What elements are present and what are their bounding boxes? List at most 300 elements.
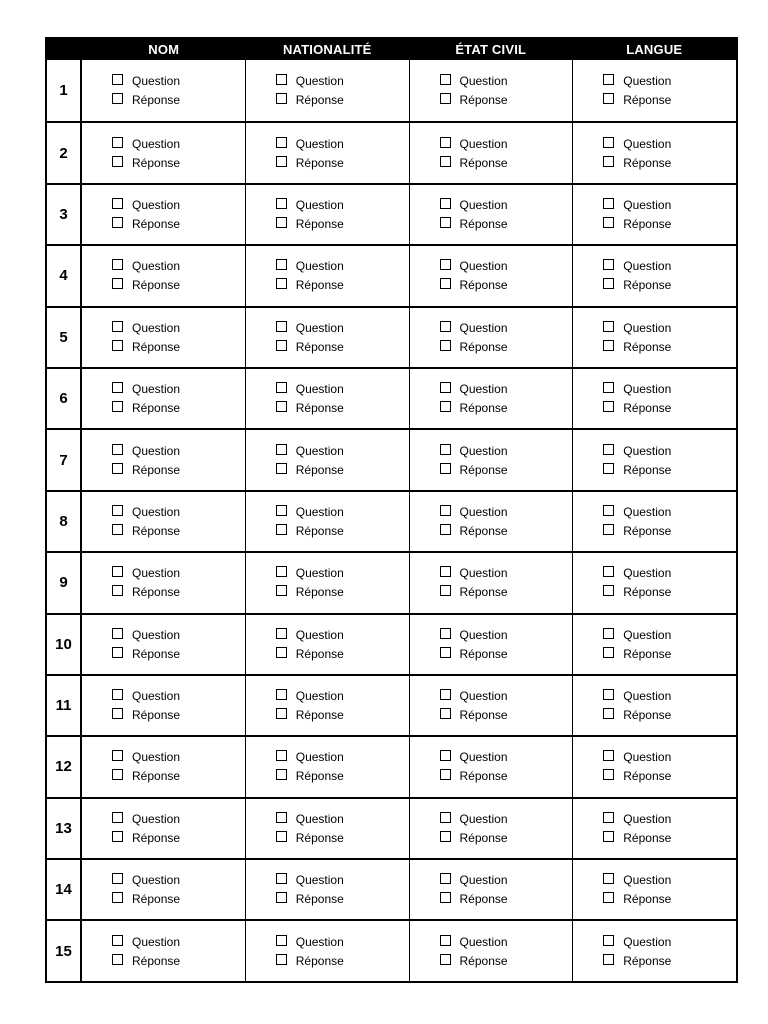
reponse-checkbox[interactable] [276,647,287,658]
question-option[interactable] [112,320,245,336]
question-option[interactable] [603,565,736,581]
reponse-option[interactable] [603,155,736,171]
question-option[interactable] [603,688,736,704]
reponse-checkbox[interactable] [603,156,614,167]
question-checkbox[interactable] [440,321,451,332]
question-checkbox[interactable] [112,382,123,393]
question-checkbox[interactable] [276,259,287,270]
reponse-option[interactable] [112,891,245,907]
row-number: 6 [47,369,82,428]
reponse-checkbox[interactable] [603,93,614,104]
reponse-checkbox[interactable] [440,708,451,719]
question-checkbox[interactable] [603,628,614,639]
reponse-option[interactable] [603,830,736,846]
reponse-checkbox[interactable] [440,892,451,903]
reponse-option[interactable] [112,646,245,662]
cell-nom [82,430,246,489]
reponse-option[interactable] [276,92,409,108]
reponse-option[interactable] [112,523,245,539]
reponse-checkbox[interactable] [112,524,123,535]
reponse-checkbox[interactable] [276,585,287,596]
cell-nom [82,737,246,796]
reponse-option[interactable] [112,707,245,723]
question-option[interactable] [112,197,245,213]
cell-etat-civil [410,369,574,428]
question-checkbox[interactable] [440,689,451,700]
question-label: Question [295,443,344,458]
question-label: Question [459,197,508,212]
reponse-checkbox[interactable] [603,769,614,780]
reponse-option[interactable] [603,768,736,784]
reponse-label: Réponse [623,155,672,170]
reponse-checkbox[interactable] [440,585,451,596]
reponse-checkbox[interactable] [440,524,451,535]
question-option[interactable] [603,934,736,950]
reponse-option[interactable] [276,339,409,355]
reponse-option[interactable] [603,584,736,600]
row-number: 11 [47,676,82,735]
cell-nom [82,676,246,735]
reponse-option[interactable] [276,462,409,478]
reponse-checkbox[interactable] [603,647,614,658]
reponse-checkbox[interactable] [112,647,123,658]
question-label: Question [132,443,181,458]
reponse-checkbox[interactable] [112,831,123,842]
reponse-checkbox[interactable] [112,708,123,719]
question-option[interactable] [603,749,736,765]
question-option[interactable] [276,627,409,643]
reponse-checkbox[interactable] [112,217,123,228]
question-checkbox[interactable] [603,566,614,577]
question-option[interactable] [440,136,573,152]
reponse-option[interactable] [276,830,409,846]
question-checkbox[interactable] [603,137,614,148]
question-label: Question [459,504,508,519]
reponse-option[interactable] [440,155,573,171]
question-option[interactable] [276,872,409,888]
reponse-checkbox[interactable] [440,647,451,658]
question-option[interactable] [276,565,409,581]
cell-etat-civil [410,185,574,244]
reponse-option[interactable] [440,277,573,293]
reponse-option[interactable] [603,891,736,907]
reponse-checkbox[interactable] [276,463,287,474]
reponse-option[interactable] [440,891,573,907]
question-checkbox[interactable] [603,750,614,761]
question-option[interactable] [440,934,573,950]
reponse-label: Réponse [132,462,181,477]
reponse-option[interactable] [440,523,573,539]
reponse-checkbox[interactable] [440,93,451,104]
question-option[interactable] [603,627,736,643]
question-label: Question [132,197,181,212]
question-option[interactable] [112,749,245,765]
reponse-checkbox[interactable] [112,769,123,780]
reponse-option[interactable] [603,462,736,478]
reponse-label: Réponse [623,892,672,907]
reponse-option[interactable] [276,523,409,539]
reponse-option[interactable] [603,646,736,662]
question-option[interactable] [112,627,245,643]
question-checkbox[interactable] [276,382,287,393]
question-label: Question [132,74,181,89]
reponse-checkbox[interactable] [276,769,287,780]
reponse-checkbox[interactable] [276,831,287,842]
reponse-checkbox[interactable] [276,708,287,719]
reponse-checkbox[interactable] [440,463,451,474]
reponse-option[interactable] [603,400,736,416]
reponse-option[interactable] [276,891,409,907]
question-checkbox[interactable] [440,74,451,85]
reponse-option[interactable] [440,830,573,846]
question-checkbox[interactable] [276,750,287,761]
question-checkbox[interactable] [276,628,287,639]
reponse-option[interactable] [276,707,409,723]
question-option[interactable] [112,443,245,459]
reponse-checkbox[interactable] [440,340,451,351]
reponse-option[interactable] [603,216,736,232]
reponse-option[interactable] [112,400,245,416]
question-checkbox[interactable] [112,321,123,332]
question-checkbox[interactable] [603,259,614,270]
question-option[interactable] [440,504,573,520]
reponse-checkbox[interactable] [603,708,614,719]
reponse-option[interactable] [112,584,245,600]
reponse-label: Réponse [459,462,508,477]
question-checkbox[interactable] [603,812,614,823]
reponse-label: Réponse [459,339,508,354]
question-option[interactable] [276,197,409,213]
question-checkbox[interactable] [112,259,123,270]
row-number: 4 [47,246,82,305]
question-checkbox[interactable] [440,628,451,639]
question-option[interactable] [112,258,245,274]
question-checkbox[interactable] [276,137,287,148]
question-checkbox[interactable] [603,444,614,455]
question-checkbox[interactable] [276,935,287,946]
table-row [47,490,736,551]
question-checkbox[interactable] [440,935,451,946]
reponse-option[interactable] [603,277,736,293]
question-option[interactable] [276,73,409,89]
reponse-option[interactable] [276,277,409,293]
reponse-checkbox[interactable] [276,217,287,228]
reponse-option[interactable] [440,462,573,478]
question-option[interactable] [276,811,409,827]
question-checkbox[interactable] [603,689,614,700]
question-checkbox[interactable] [603,198,614,209]
question-checkbox[interactable] [112,74,123,85]
reponse-option[interactable] [603,707,736,723]
cell-langue [573,369,736,428]
question-checkbox[interactable] [440,812,451,823]
cell-langue [573,185,736,244]
reponse-checkbox[interactable] [112,156,123,167]
question-checkbox[interactable] [276,566,287,577]
row-number: 10 [47,615,82,674]
question-checkbox[interactable] [440,444,451,455]
question-checkbox[interactable] [440,566,451,577]
question-checkbox[interactable] [112,935,123,946]
question-option[interactable] [440,73,573,89]
reponse-option[interactable] [276,216,409,232]
reponse-option[interactable] [603,953,736,969]
reponse-label: Réponse [459,892,508,907]
question-option[interactable] [276,136,409,152]
question-checkbox[interactable] [440,259,451,270]
question-checkbox[interactable] [440,137,451,148]
reponse-checkbox[interactable] [603,340,614,351]
cell-nom [82,185,246,244]
question-option[interactable] [112,381,245,397]
reponse-option[interactable] [112,462,245,478]
cell-etat-civil [410,615,574,674]
reponse-option[interactable] [440,216,573,232]
reponse-option[interactable] [112,768,245,784]
question-option[interactable] [603,811,736,827]
question-option[interactable] [440,320,573,336]
reponse-option[interactable] [276,646,409,662]
question-checkbox[interactable] [603,382,614,393]
reponse-checkbox[interactable] [276,401,287,412]
question-label: Question [459,689,508,704]
question-option[interactable] [276,258,409,274]
question-checkbox[interactable] [603,74,614,85]
reponse-checkbox[interactable] [440,156,451,167]
row-number: 5 [47,308,82,367]
question-label: Question [459,259,508,274]
question-checkbox[interactable] [440,382,451,393]
reponse-label: Réponse [623,278,672,293]
question-checkbox[interactable] [112,137,123,148]
question-option[interactable] [112,565,245,581]
question-option[interactable] [603,73,736,89]
question-checkbox[interactable] [112,566,123,577]
cell-langue [573,676,736,735]
question-option[interactable] [440,688,573,704]
question-option[interactable] [440,197,573,213]
reponse-checkbox[interactable] [276,524,287,535]
reponse-checkbox[interactable] [276,156,287,167]
question-option[interactable] [112,934,245,950]
question-checkbox[interactable] [112,873,123,884]
question-checkbox[interactable] [112,812,123,823]
cell-nationalite [246,246,410,305]
column-header-langue: LANGUE [626,42,683,57]
reponse-label: Réponse [459,830,508,845]
reponse-checkbox[interactable] [276,892,287,903]
question-option[interactable] [440,811,573,827]
cell-etat-civil [410,430,574,489]
question-option[interactable] [276,381,409,397]
reponse-option[interactable] [276,400,409,416]
reponse-checkbox[interactable] [276,93,287,104]
question-option[interactable] [603,872,736,888]
reponse-option[interactable] [276,584,409,600]
question-checkbox[interactable] [276,74,287,85]
reponse-checkbox[interactable] [440,831,451,842]
row-number: 12 [47,737,82,796]
reponse-checkbox[interactable] [603,217,614,228]
reponse-option[interactable] [440,339,573,355]
reponse-checkbox[interactable] [112,585,123,596]
question-option[interactable] [112,872,245,888]
reponse-checkbox[interactable] [112,93,123,104]
question-checkbox[interactable] [440,750,451,761]
question-option[interactable] [276,688,409,704]
reponse-label: Réponse [623,216,672,231]
reponse-label: Réponse [623,585,672,600]
question-option[interactable] [603,320,736,336]
reponse-option[interactable] [276,155,409,171]
question-checkbox[interactable] [603,321,614,332]
reponse-label: Réponse [132,585,181,600]
cell-etat-civil [410,60,574,121]
question-option[interactable] [603,504,736,520]
reponse-checkbox[interactable] [440,217,451,228]
row-number: 7 [47,430,82,489]
cell-etat-civil [410,921,574,980]
reponse-checkbox[interactable] [276,278,287,289]
question-checkbox[interactable] [276,444,287,455]
reponse-checkbox[interactable] [603,831,614,842]
question-option[interactable] [276,934,409,950]
question-option[interactable] [276,320,409,336]
reponse-label: Réponse [459,769,508,784]
reponse-option[interactable] [276,768,409,784]
question-checkbox[interactable] [112,689,123,700]
reponse-option[interactable] [440,707,573,723]
reponse-option[interactable] [440,768,573,784]
reponse-option[interactable] [603,92,736,108]
cell-nom [82,369,246,428]
question-checkbox[interactable] [603,935,614,946]
reponse-checkbox[interactable] [440,954,451,965]
question-checkbox[interactable] [603,873,614,884]
question-checkbox[interactable] [276,689,287,700]
cell-nationalite [246,676,410,735]
question-option[interactable] [276,749,409,765]
reponse-label: Réponse [623,646,672,661]
reponse-label: Réponse [132,892,181,907]
reponse-option[interactable] [276,953,409,969]
reponse-option[interactable] [112,953,245,969]
question-checkbox[interactable] [112,628,123,639]
reponse-option[interactable] [440,953,573,969]
question-checkbox[interactable] [440,505,451,516]
reponse-checkbox[interactable] [112,340,123,351]
reponse-option[interactable] [112,155,245,171]
question-label: Question [132,504,181,519]
question-option[interactable] [440,872,573,888]
question-checkbox[interactable] [276,505,287,516]
reponse-option[interactable] [603,339,736,355]
reponse-option[interactable] [603,523,736,539]
question-option[interactable] [112,688,245,704]
question-label: Question [623,504,672,519]
question-checkbox[interactable] [276,198,287,209]
reponse-checkbox[interactable] [603,463,614,474]
question-checkbox[interactable] [112,444,123,455]
question-option[interactable] [112,136,245,152]
reponse-option[interactable] [440,646,573,662]
question-option[interactable] [440,565,573,581]
reponse-checkbox[interactable] [603,954,614,965]
reponse-label: Réponse [459,401,508,416]
reponse-checkbox[interactable] [440,401,451,412]
cell-nationalite [246,860,410,919]
question-option[interactable] [440,258,573,274]
question-checkbox[interactable] [112,750,123,761]
question-checkbox[interactable] [603,505,614,516]
reponse-option[interactable] [112,830,245,846]
question-label: Question [132,873,181,888]
reponse-checkbox[interactable] [603,892,614,903]
reponse-option[interactable] [440,92,573,108]
reponse-checkbox[interactable] [276,340,287,351]
reponse-checkbox[interactable] [603,524,614,535]
question-checkbox[interactable] [440,198,451,209]
question-option[interactable] [276,504,409,520]
reponse-option[interactable] [112,277,245,293]
question-label: Question [459,74,508,89]
column-header-nationalite: NATIONALITÉ [282,42,372,57]
reponse-checkbox[interactable] [440,769,451,780]
question-option[interactable] [440,381,573,397]
reponse-checkbox[interactable] [440,278,451,289]
reponse-checkbox[interactable] [112,401,123,412]
question-option[interactable] [112,811,245,827]
question-option[interactable] [603,136,736,152]
reponse-option[interactable] [112,92,245,108]
question-option[interactable] [112,73,245,89]
question-label: Question [132,627,181,642]
question-option[interactable] [440,443,573,459]
question-checkbox[interactable] [276,873,287,884]
question-option[interactable] [603,443,736,459]
reponse-checkbox[interactable] [112,278,123,289]
reponse-checkbox[interactable] [603,585,614,596]
reponse-label: Réponse [295,830,344,845]
reponse-option[interactable] [440,584,573,600]
reponse-checkbox[interactable] [112,463,123,474]
question-option[interactable] [112,504,245,520]
reponse-checkbox[interactable] [112,892,123,903]
reponse-checkbox[interactable] [603,401,614,412]
reponse-label: Réponse [459,708,508,723]
question-checkbox[interactable] [276,812,287,823]
reponse-checkbox[interactable] [112,954,123,965]
question-checkbox[interactable] [276,321,287,332]
question-option[interactable] [603,381,736,397]
reponse-option[interactable] [112,339,245,355]
question-option[interactable] [440,749,573,765]
question-option[interactable] [440,627,573,643]
question-checkbox[interactable] [112,505,123,516]
reponse-checkbox[interactable] [603,278,614,289]
question-option[interactable] [276,443,409,459]
question-option[interactable] [603,258,736,274]
reponse-option[interactable] [440,400,573,416]
question-label: Question [295,750,344,765]
question-option[interactable] [603,197,736,213]
question-checkbox[interactable] [440,873,451,884]
reponse-option[interactable] [112,216,245,232]
reponse-label: Réponse [459,278,508,293]
reponse-checkbox[interactable] [276,954,287,965]
question-checkbox[interactable] [112,198,123,209]
question-label: Question [459,873,508,888]
